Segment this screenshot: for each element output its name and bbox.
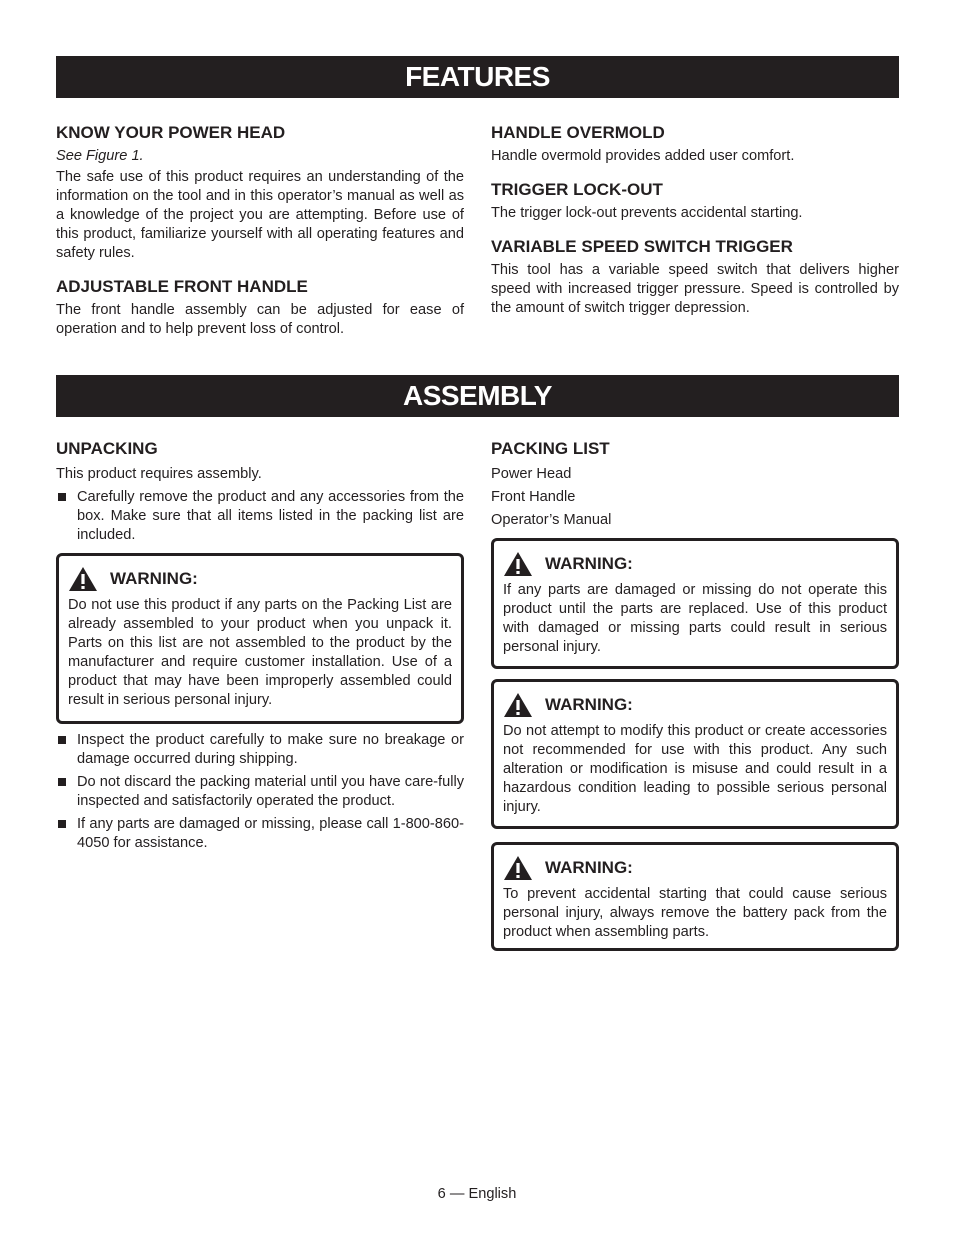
warning-text: Do not use this product if any parts on the Packing List are already assembled to your product when you unpack it. Parts on this list are not assembled to the product by the manufacturer and require customer installation. Use of a product that may have been improperly assembled could result in serious personal injury. <box>68 597 452 708</box>
unpacking-section <box>56 439 464 549</box>
trigger-lock-out-heading: TRIGGER LOCK-OUT <box>491 180 663 199</box>
square-bullet-icon <box>58 778 66 786</box>
trigger-lock-out-section <box>491 180 899 223</box>
unpacking-intro: This product requires assembly. <box>56 466 262 482</box>
handle-overmold-heading: HANDLE OVERMOLD <box>491 123 665 142</box>
list-item <box>56 815 464 853</box>
assembly-banner: ASSEMBLY <box>56 375 899 417</box>
packing-list-section <box>491 439 899 534</box>
know-your-power-head-heading: KNOW YOUR POWER HEAD <box>56 123 286 142</box>
list-item <box>56 731 464 769</box>
know-your-power-head-text: The safe use of this product requires an understanding of the information on the tool and in this operator’s manual as well as a knowledge of the project you are attempting. Before use of this product, familiarize yourself with all operating features and safety rules. <box>56 169 464 261</box>
warning-box-battery <box>491 842 899 951</box>
warning-header <box>68 566 452 592</box>
square-bullet-icon <box>58 493 66 501</box>
list-item <box>56 773 464 811</box>
warning-title: WARNING: <box>545 858 633 877</box>
warning-text: If any parts are damaged or missing do not operate this product until the parts are replaced. Use of this product with damaged or missing parts could result in serious personal injury. <box>503 582 887 655</box>
features-right-column <box>491 123 899 332</box>
warning-box-modification <box>491 679 899 829</box>
adjustable-front-handle-heading: ADJUSTABLE FRONT HANDLE <box>56 277 308 296</box>
warning-title: WARNING: <box>545 554 633 573</box>
packing-list-item: Operator’s Manual <box>491 512 612 528</box>
warning-text: Do not attempt to modify this product or create accessories not recommended for use with this product. Any such alteration or modification is misuse and could result in a hazardous condition leading to possible serious personal injury. <box>503 723 887 815</box>
adjustable-front-handle-section <box>56 277 464 339</box>
unpacking-list-top <box>56 488 464 545</box>
square-bullet-icon <box>58 736 66 744</box>
packing-list-heading: PACKING LIST <box>491 439 610 458</box>
handle-overmold-section <box>491 123 899 166</box>
features-left-column <box>56 123 464 353</box>
warning-header <box>503 692 887 718</box>
unpacking-heading: UNPACKING <box>56 439 158 458</box>
handle-overmold-text: Handle overmold provides added user comfort. <box>491 148 795 164</box>
list-item-text: If any parts are damaged or missing, please call 1-800-860-4050 for assistance. <box>77 816 464 851</box>
know-your-power-head-section <box>56 123 464 263</box>
warning-title: WARNING: <box>545 695 633 714</box>
packing-list-item: Power Head <box>491 466 572 482</box>
warning-title: WARNING: <box>110 569 198 588</box>
packing-list-item: Front Handle <box>491 489 576 505</box>
warning-triangle-icon <box>503 855 533 881</box>
variable-speed-heading: VARIABLE SPEED SWITCH TRIGGER <box>491 237 793 256</box>
warning-triangle-icon <box>503 692 533 718</box>
warning-text: To prevent accidental starting that could cause serious personal injury, always remove the battery pack from the product when assembling parts. <box>503 886 887 940</box>
warning-box-unpacking <box>56 553 464 724</box>
list-item-text: Inspect the product carefully to make sure no breakage or damage occurred during shipping. <box>77 732 464 767</box>
variable-speed-section <box>491 237 899 318</box>
unpacking-list-bottom-container <box>56 731 464 857</box>
list-item-text: Do not discard the packing material until you have care-fully inspected and satisfactorily operated the product. <box>77 774 464 809</box>
list-item <box>56 488 464 545</box>
variable-speed-text: This tool has a variable speed switch that delivers higher speed with increased trigger pressure. Speed is controlled by the amount of switch trigger depression. <box>491 262 899 316</box>
list-item-text: Carefully remove the product and any accessories from the box. Make sure that all items listed in the packing list are included. <box>77 489 464 543</box>
adjustable-front-handle-text: The front handle assembly can be adjusted for ease of operation and to help prevent loss of control. <box>56 302 464 337</box>
trigger-lock-out-text: The trigger lock-out prevents accidental starting. <box>491 205 803 221</box>
warning-triangle-icon <box>503 551 533 577</box>
square-bullet-icon <box>58 820 66 828</box>
unpacking-list-bottom <box>56 731 464 853</box>
warning-box-damaged-parts <box>491 538 899 669</box>
features-banner: FEATURES <box>56 56 899 98</box>
warning-header <box>503 551 887 577</box>
warning-header <box>503 855 887 881</box>
page-footer: 6 — English <box>437 1186 517 1202</box>
warning-triangle-icon <box>68 566 98 592</box>
figure-reference: See Figure 1. <box>56 148 144 164</box>
